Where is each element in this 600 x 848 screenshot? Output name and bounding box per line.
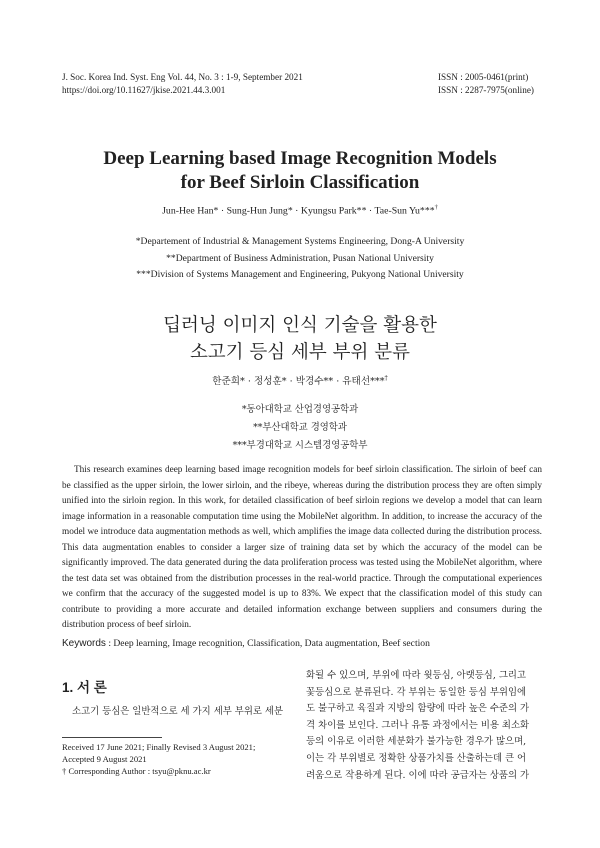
authors-en xyxy=(0,204,600,216)
right-column-text xyxy=(306,668,542,784)
issn-print: ISSN : 2005-0461(print) xyxy=(438,72,529,82)
footnote-accepted: Accepted 9 August 2021 xyxy=(62,753,147,764)
affiliation: ***부경대학교 시스템경영공학부 xyxy=(232,440,368,451)
abstract: This research examines deep learning based image recognition models for beef sirloin classification. The sirloin of beef can be classified as the upper sirloin, the lower sirloin, and the ribeye, whereas during the distribution process they are often simply unified into the sirloin region. In this work, for detailed classification of beef sirloin regions we develop a model that can learn image information in a reasonable computation time using the MobileNet algorithm. In addition, to increase the accuracy of the model we introduce data augmentation methods as well, which amplifies the image data collected during the distribution process. This data augmentation enables to consider a larger size of training data set by which the accuracy of the model can be significantly improved. The data generated during the data proliferation process was tested using the MobileNet algorithm, where the test data set was obtained from the distribution processes in the real-world practice. Through the computational experiences we confirm that the accuracy of the suggested model is up to 83%. We expect that the classification model of this study can contribute to providing a more accurate and detailed information exchange between suppliers and consumers during the distribution process of beef sirloin. xyxy=(62,465,542,630)
affiliations-en xyxy=(0,234,600,284)
affiliation: *동아대학교 산업경영공학과 xyxy=(241,404,359,415)
intro-paragraph-start: 소고기 등심은 일반적으로 세 가지 세부 부위로 세분 xyxy=(72,706,284,717)
footnotes xyxy=(62,742,302,777)
title-line: 딥러닝 이미지 인식 기술을 활용한 xyxy=(163,315,437,336)
footnote-corresponding: † Corresponding Author : tsyu@pknu.ac.kr xyxy=(62,765,211,776)
text-line: 도 불구하고 육질과 지방의 함량에 따라 높은 수준의 가 xyxy=(306,703,530,715)
running-header-right xyxy=(438,71,534,97)
title-line: for Beef Sirloin Classification xyxy=(180,172,420,193)
doi-link[interactable]: https://doi.org/10.11627/jkise.2021.44.3.001 xyxy=(62,85,226,95)
text-line: 꽃등심으로 분류된다. 각 부위는 동일한 등심 부위임에 xyxy=(306,686,527,698)
footnote-received: Received 17 June 2021; Finally Revised 3 August 2021; xyxy=(62,742,256,752)
affiliation: **부산대학교 경영학과 xyxy=(253,422,347,433)
text-line: 화될 수 있으며, 부위에 따라 윗등심, 아랫등심, 그리고 xyxy=(306,670,526,681)
text-line: 이는 각 부위별로 정확한 상품가치를 산출하는데 큰 어 xyxy=(306,752,527,764)
text-line: 등의 이유로 이러한 세분화가 불가능한 경우가 많으며, xyxy=(306,736,527,748)
author-list: 한준희* · 정성훈* · 박경수** · 유태선*** xyxy=(212,376,385,387)
title-line: 소고기 등심 세부 부위 분류 xyxy=(189,342,411,363)
paper-title-ko xyxy=(0,312,600,366)
affiliation: **Department of Business Administration, Pusan National University xyxy=(166,252,434,264)
keywords-list: : Deep learning, Image recognition, Classification, Data augmentation, Beef section xyxy=(108,638,430,649)
running-header-left xyxy=(62,71,303,97)
authors-ko xyxy=(0,373,600,387)
footnote-divider xyxy=(62,737,162,738)
corresponding-mark: † xyxy=(434,204,438,211)
paper-title-en xyxy=(0,147,600,195)
affiliation: *Departement of Industrial & Management Systems Engineering, Dong-A University xyxy=(135,236,465,247)
text-line: 격 차이를 보인다. 그러나 유통 과정에서는 비용 최소화 xyxy=(306,719,530,731)
affiliation: ***Division of Systems Management and Engineering, Pukyong National University xyxy=(136,269,464,280)
text-line: 려움으로 작용하게 된다. 이에 따라 공급자는 상품의 가 xyxy=(306,769,530,781)
keywords-label: Keywords xyxy=(62,638,106,649)
section-heading: 1. 서 론 xyxy=(62,680,107,695)
issn-online: ISSN : 2287-7975(online) xyxy=(438,85,534,95)
affiliations-ko xyxy=(0,401,600,455)
corresponding-mark: † xyxy=(384,373,388,382)
journal-line: J. Soc. Korea Ind. Syst. Eng Vol. 44, No. 3 : 1-9, September 2021 xyxy=(62,72,303,82)
author-list: Jun-Hee Han* · Sung-Hun Jung* · Kyungsu Park** · Tae-Sun Yu*** xyxy=(162,205,435,217)
keywords xyxy=(62,638,542,649)
title-line: Deep Learning based Image Recognition Models xyxy=(103,148,497,169)
